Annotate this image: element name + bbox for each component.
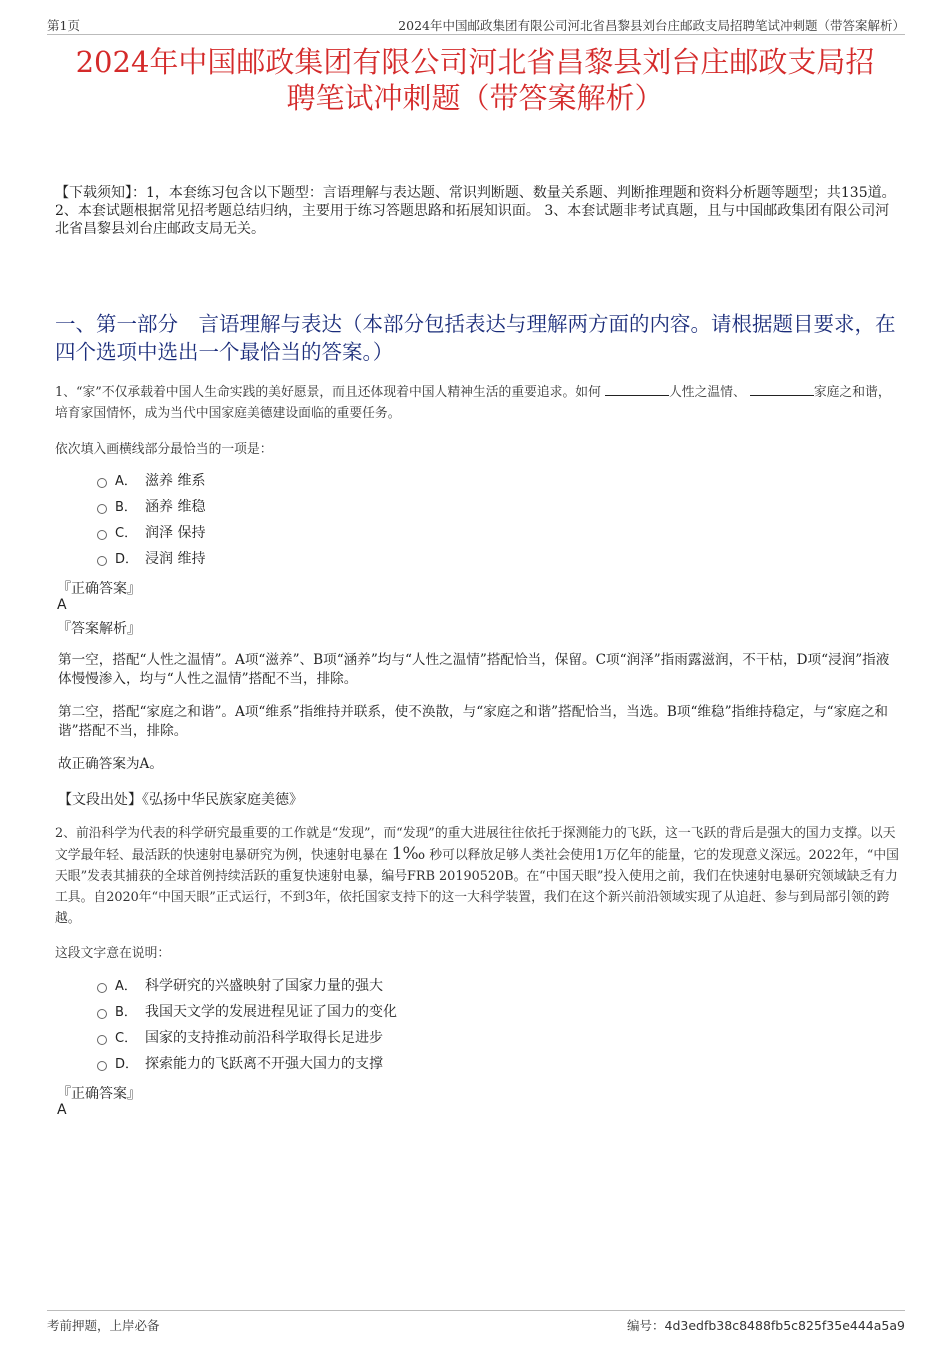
q2-option-b[interactable]: B． 我国天文学的发展进程见证了国力的变化: [97, 1001, 397, 1023]
radio-icon[interactable]: [97, 504, 107, 514]
title-line-1: 2024年中国邮政集团有限公司河北省昌黎县刘台庄邮政支局招: [75, 45, 875, 79]
page-footer: [47, 1310, 905, 1335]
radio-icon[interactable]: [97, 983, 107, 993]
radio-icon[interactable]: [97, 1009, 107, 1019]
q1-analysis-paragraph: 第二空，搭配“家庭之和谐”。A项“维系”指维持并联系，使不涣散，与“家庭之和谐”搭配恰当，当选。B项“维稳”指维持稳定，与“家庭之和谐”搭配不当，排除。: [58, 704, 889, 739]
footer-serial: 编号：4d3edfb38c8488fb5c825f35e444a5a9: [626, 1318, 905, 1333]
q2-option-a[interactable]: A． 科学研究的兴盛映射了国家力量的强大: [97, 975, 383, 997]
q1-analysis-conclusion: 故正确答案为A。: [58, 756, 163, 772]
q2-answer: A: [57, 1102, 67, 1118]
question-2-text: 2、前沿科学为代表的科学研究最重要的工作就是“发现”，而“发现”的重大进展往往依托于探测能力的飞跃，这一飞跃的背后是强大的国力支撑。以天文学最年轻、最活跃的快速射电暴研究为例，快速射电暴在 1‰ 秒可以释放足够人类社会使用1万亿年的能量，它的发现意义深远。2022年，“中国天眼”发表其捕获的全球首例持续活跃的重复快速射电暴，编号FRB 20190520B。在“中国天眼”投入使用之前，我们在快速射电暴研究领域缺乏有力工具。自2020年“中国天眼”正式运行，不到3年，依托国家支持下的这一大科学装置，我们在这个新兴前沿领域实现了从追赶、参与到局部引领的跨越。: [55, 826, 899, 926]
q1-option-a[interactable]: A． 滋养 维系: [97, 470, 205, 492]
question-2-prompt: 这段文字意在说明：: [55, 946, 171, 961]
q1-source: 【文段出处】《弘扬中华民族家庭美德》: [58, 792, 303, 808]
q1-analysis-paragraph: 第一空，搭配“人性之温情”。A项“滋养”、B项“涵养”均与“人性之温情”搭配恰当，保留。C项“润泽”指雨露滋润，不干枯，D项“浸润”指液体慢慢渗入，均与“人性之温情”搭配不当，排除。: [58, 652, 890, 687]
question-1-prompt: 依次填入画横线部分最恰当的一项是：: [55, 442, 273, 457]
q1-analysis-label: 『答案解析』: [57, 621, 141, 637]
q2-option-d[interactable]: D． 探索能力的飞跃离不开强大国力的支撑: [97, 1053, 383, 1075]
radio-icon[interactable]: [97, 556, 107, 566]
footer-slogan: 考前押题，上岸必备: [47, 1318, 160, 1333]
q2-answer-label: 『正确答案』: [57, 1086, 141, 1102]
download-notice: 【下载须知】：1，本套练习包含以下题型：言语理解与表达题、常识判断题、数量关系题、判断推理题和资料分析题等题型；共135道。 2、本套试题根据常见招考题总结归纳，主要用于练习答题思路和拓展知识面。 3、本套试题非考试真题，且与中国邮政集团有限公司河北省昌黎县刘台庄邮政支局无关。: [55, 185, 896, 237]
serial-code: 4d3edfb38c8488fb5c825f35e444a5a9: [664, 1318, 905, 1333]
radio-icon[interactable]: [97, 478, 107, 488]
header-doc-title: 2024年中国邮政集团有限公司河北省昌黎县刘台庄邮政支局招聘笔试冲刺题（带答案解析）: [398, 18, 905, 33]
radio-icon[interactable]: [97, 1035, 107, 1045]
document-title: [40, 44, 910, 116]
page-header: [47, 14, 905, 35]
q1-option-c[interactable]: C． 润泽 保持: [97, 522, 205, 544]
question-1-text: 1、“家”不仅承载着中国人生命实践的美好愿景，而且还体现着中国人精神生活的重要追求。如何 人性之温情、 家庭之和谐，培育家国情怀，成为当代中国家庭美德建设面临的重要任务。: [55, 385, 891, 421]
q1-option-d[interactable]: D． 浸润 维持: [97, 548, 205, 570]
section-heading: 一、第一部分 言语理解与表达（本部分包括表达与理解两方面的内容。请根据题目要求，在四个选项中选出一个最恰当的答案。）: [55, 312, 896, 364]
fill-blank-2: [750, 383, 814, 396]
q2-option-c[interactable]: C． 国家的支持推动前沿科学取得长足进步: [97, 1027, 383, 1049]
q1-answer-label: 『正确答案』: [57, 581, 141, 597]
per-mille-symbol: 1‰: [391, 844, 426, 864]
page-number: 第1页: [47, 18, 80, 33]
fill-blank-1: [605, 383, 669, 396]
title-line-2: 聘笔试冲刺题（带答案解析）: [286, 81, 664, 115]
radio-icon[interactable]: [97, 530, 107, 540]
q1-answer: A: [57, 597, 67, 613]
radio-icon[interactable]: [97, 1061, 107, 1071]
q1-option-b[interactable]: B． 涵养 维稳: [97, 496, 205, 518]
